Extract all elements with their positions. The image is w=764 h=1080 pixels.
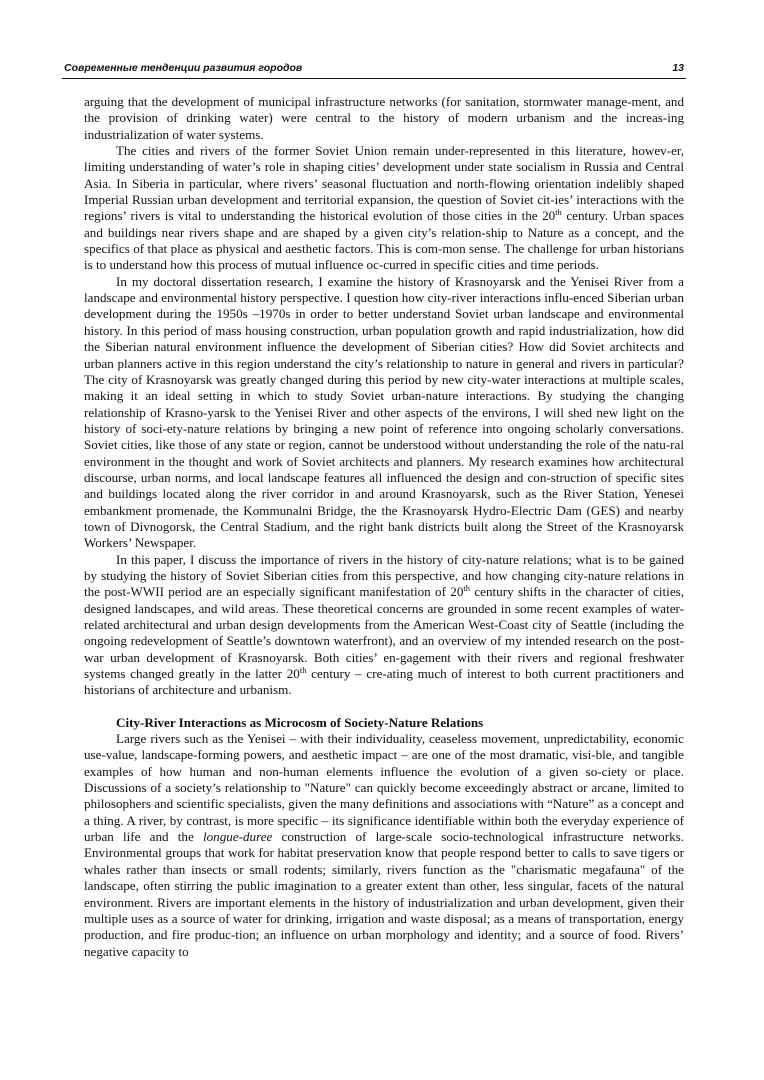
paragraph-5-text-b: construction of large-scale socio-technological infrastructure networks. Environmental groups that work for habitat preservation know that people respond better to calls to save tigers or whales rather than insects or small rodents; similarly, rivers function as the "charismatic megafauna" of the landscape, often stirring the public imagination to a greater extent than other, less singular, facets of the natural environment. Rivers are important elements in the history of industrialization and urban development, given their multiple uses as a source of water for drinking, irrigation and waste disposal; as a means of transportation, energy production, and fire produc-tion; an influence on urban morphology and identity; and a source of food. Rivers’ negative capacity to bbox=[84, 829, 684, 959]
section-heading-text: City-River Interactions as Microcosm of Society-Nature Relations bbox=[116, 714, 484, 730]
superscript-th: th bbox=[463, 583, 471, 594]
page-number: 13 bbox=[672, 62, 684, 74]
paragraph-2-text-b: century. Urban spaces and buildings near rivers shape and are shaped by a given city’s relation-ship to Nature as a concept, and the specifics of that place as physical and aesthetic factors. This is com-mon sense. The challenge for urban historians is to understand how this process of mutual influence oc-curred in specific cities and time periods. bbox=[84, 208, 684, 273]
paragraph-1 bbox=[84, 94, 684, 143]
paragraph-1-text: arguing that the development of municipal infrastructure networks (for sanitation, stormwater manage-ment, and the provision of drinking water) were central to the history of modern urbanism and the increas-ing industrialization of water systems. bbox=[84, 94, 684, 142]
header-divider bbox=[62, 78, 686, 79]
paragraph-4-text-c: century – cre-ating much of interest to both current practitioners and historians of architecture and urbanism. bbox=[84, 666, 684, 698]
paragraph-5-text-a: Large rivers such as the Yenisei – with their individuality, ceaseless movement, unpredictability, economic use-value, landscape-forming powers, and aesthetic impact – are one of the most dramatic, visi-ble, and tangible examples of how human and non-human elements influence the evolution of a given so-ciety or place. Discussions of a society’s relationship to "Nature" can quickly become exceedingly abstract or arcane, limited to philosophers and scientific specialists, given the many definitions and associations with “Nature” as a concept and a thing. A river, by contrast, is more specific – its significance identifiable within both the everyday experience of urban life and the bbox=[84, 731, 684, 845]
body-text bbox=[84, 94, 684, 960]
paragraph-2 bbox=[84, 143, 684, 274]
paragraph-4-text-a: In this paper, I discuss the importance of rivers in the history of city-nature relations; what is to be gained by studying the history of Soviet Siberian cities from this perspective, and how changing city-nature relations in the post-WWII period are an especially significant manifestation of 20 bbox=[84, 551, 684, 600]
superscript-th: th bbox=[555, 207, 562, 218]
superscript-th: th bbox=[299, 665, 307, 676]
italic-term: longue-duree bbox=[203, 829, 273, 845]
paragraph-5 bbox=[84, 731, 684, 960]
section-heading bbox=[84, 715, 684, 731]
paragraph-3-text: In my doctoral dissertation research, I examine the history of Krasnoyarsk and the Yenisei River from a landscape and environmental history perspective. I question how city-river interactions influ-enced Siberian urban development during the 1950s –1970s in order to better understand Soviet urban landscape and environmental history. In this period of mass housing construction, urban population growth and rapid industrialization, how did the Siberian natural environment influence the development of Siberian cities? How did Soviet architects and urban planners active in this region understand the city’s relationship to nature in general and rivers in particular? The city of Krasnoyarsk was greatly changed during this period by new city-water interactions at multiple scales, making it an ideal setting in which to study Soviet urban-nature interactions. By studying the changing relationship of Krasno-yarsk to the Yenisei River and other aspects of the environs, I will shed new light on the history of soci-ety-nature relations by bringing a new point of reference into ongoing scholarly conversations. Soviet cities, like those of any state or region, cannot be understood without understanding the role of the natu-ral environment in the thought and work of Soviet architects and planners. My research examines how architectural discourse, urban norms, and local landscape features all influenced the design and con-struction of specific sites and buildings located along the river corridor in and around Krasnoyarsk, such as the River Station, Yenesei embankment promenade, the Kommunalni Bridge, the the Krasnoyarsk Hydro-Electric Dam (GES) and nearby town of Divnogorsk, the Central Stadium, and the right bank districts built along the Street of the Krasnoyarsk Workers’ Newspaper. bbox=[84, 273, 684, 551]
paragraph-2-text-a: The cities and rivers of the former Soviet Union remain under-represented in this literature, howev-er, limiting understanding of water’s role in shaping cities’ development under state socialism in Russia and Central Asia. In Siberia in particular, where rivers’ seasonal fluctuation and north-flowing orientation indelibly shaped Imperial Russian urban development and territorial expansion, the question of Soviet cit-ies’ interactions with the regions’ rivers is vital to understanding the historical evolution of those cities in the 20 bbox=[84, 143, 684, 224]
paragraph-4-text-b: century shifts in the character of cities, designed landscapes, and wild areas. These theoretical concerns are grounded in some recent examples of water-related architectural and urban design developments from the American West-Coast city of Seattle (including the ongoing redevelopment of Seattle’s downtown waterfront), and an overview of my intended research on the post-war urban development of Krasnoyarsk. Both cities’ en-gagement with their rivers and regional freshwater systems changed greatly in the latter 20 bbox=[84, 584, 685, 682]
running-title: Современные тенденции развития городов bbox=[64, 62, 303, 74]
running-header bbox=[62, 62, 686, 78]
paragraph-4 bbox=[84, 552, 684, 699]
paragraph-3 bbox=[84, 274, 684, 552]
